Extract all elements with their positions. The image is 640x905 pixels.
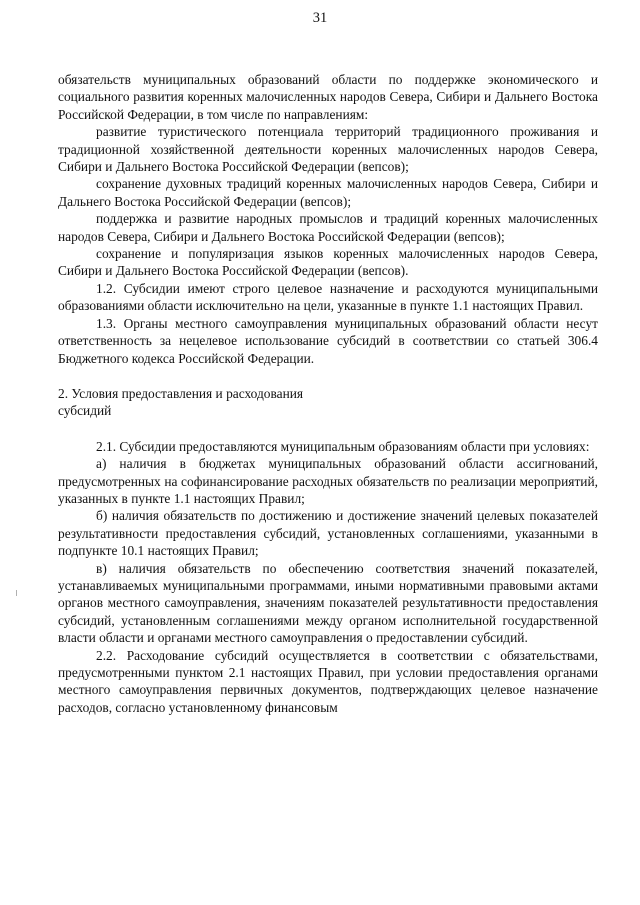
page-number: 31: [312, 10, 328, 26]
section-heading-line2: субсидий: [58, 403, 112, 419]
paragraph-2-1-v: в) наличия обязательств по обеспечению соответствия значений показателей, устанавливаемых муниципальными программами, иными нормативными правовыми актами органов местного самоуправления, значениям показателей результативности предоставления субсидий, установленным соглашениями между органом исполнительной государственной власти области и органами местного самоуправления о предоставлении субсидий.: [58, 560, 598, 646]
paragraph-2-1: 2.1. Субсидии предоставляются муниципальным образованиям области при условиях:: [96, 438, 590, 454]
paragraph-1-2: 1.2. Субсидии имеют строго целевое назначение и расходуются муниципальными образованиями области исключительно на цели, указанные в пункте 1.1 настоящих Правил.: [58, 280, 598, 314]
paragraph-languages: сохранение и популяризация языков коренных малочисленных народов Севера, Сибири и Дальнего Востока Российской Федерации (вепсов).: [58, 246, 598, 279]
paragraph-tourism: развитие туристического потенциала территорий традиционного проживания и традиционной хозяйственной деятельности коренных малочисленных народов Севера, Сибири и Дальнего Востока Российской Федерации (вепсов);: [58, 124, 598, 175]
paragraph-spiritual-traditions: сохранение духовных традиций коренных малочисленных народов Севера, Сибири и Дальнего Востока Российской Федерации (вепсов);: [58, 176, 598, 209]
paragraph-2-1-b: б) наличия обязательств по достижению и достижение значений целевых показателей результативности предоставления субсидий, установленных соглашениями, указанными в подпункте 10.1 настоящих Правил;: [58, 508, 598, 559]
scan-margin-mark: [16, 590, 17, 596]
section-heading-line1: 2. Условия предоставления и расходования: [58, 385, 304, 401]
paragraph-2-2: 2.2. Расходование субсидий осуществляется в соответствии с обязательствами, предусмотренными пунктом 2.1 настоящих Правил, при условии предоставления органами местного самоуправления первичных документов, подтверждающих целевое назначение расходов, согласно установленному финансовым: [58, 647, 598, 715]
paragraph-2-1-a: а) наличия в бюджетах муниципальных образований области ассигнований, предусмотренных на софинансирование расходных обязательств по реализации мероприятий, указанных в пункте 1.1 настоящих Правил;: [58, 456, 598, 506]
paragraph-continuation: обязательств муниципальных образований области по поддержке экономического и социального развития коренных малочисленных народов Севера, Сибири и Дальнего Востока Российской Федерации, в том числе по направлениям:: [58, 72, 598, 122]
paragraph-1-3: 1.3. Органы местного самоуправления муниципальных образований области несут ответственность за нецелевое использование субсидий в соответствии со статьей 306.4 Бюджетного кодекса Российской Федерации.: [58, 315, 598, 366]
section-heading: [58, 385, 598, 420]
document-body: [58, 71, 598, 716]
paragraph-folk-crafts: поддержка и развитие народных промыслов и традиций коренных малочисленных народов Севера, Сибири и Дальнего Востока Российской Федерации (вепсов);: [58, 211, 598, 244]
